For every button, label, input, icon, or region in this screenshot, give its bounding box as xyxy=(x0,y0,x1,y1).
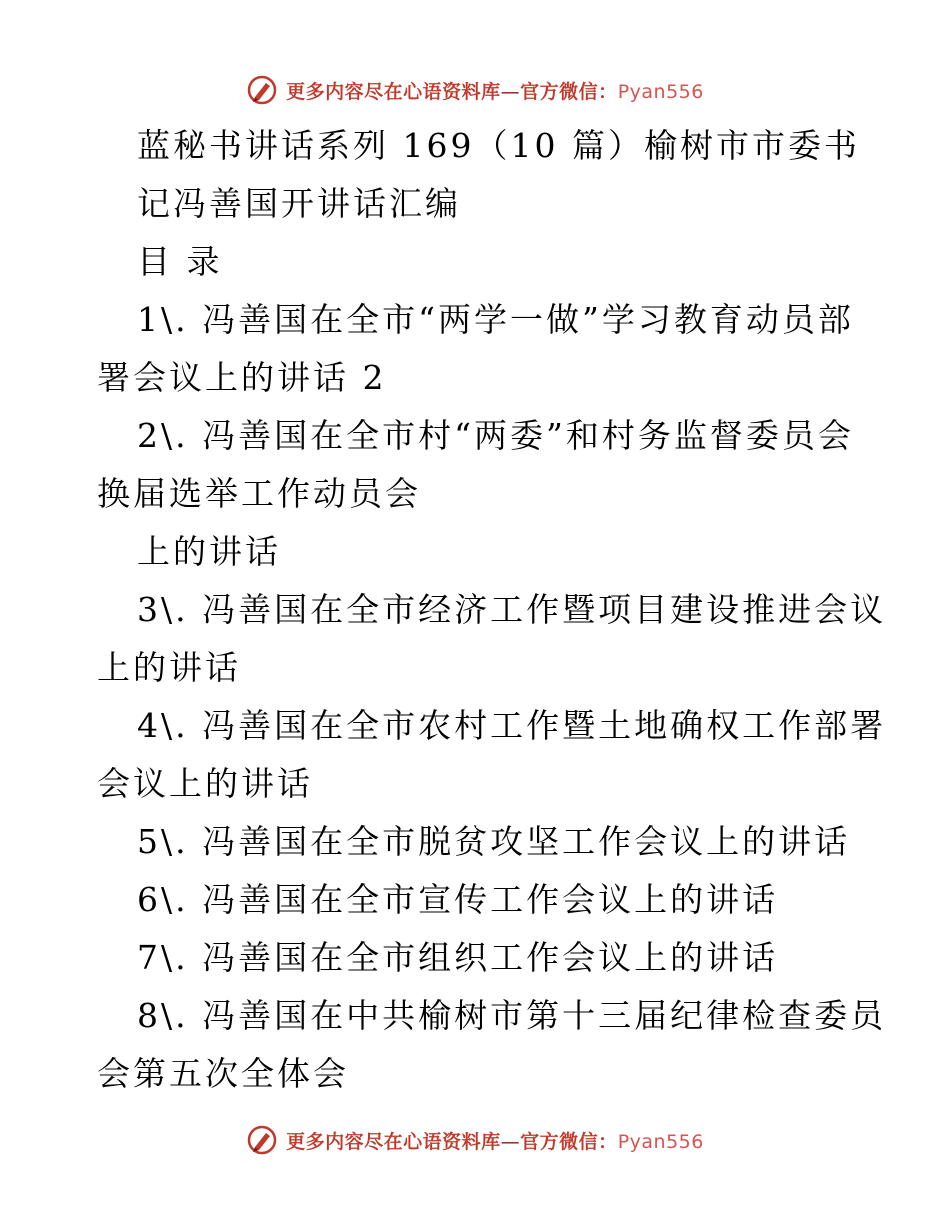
pen-logo-icon xyxy=(246,1124,278,1156)
document-body xyxy=(97,117,887,1103)
banner-site-name: 更多内容尽在心语资料库 xyxy=(286,1130,501,1153)
banner-separator: — xyxy=(500,1130,521,1153)
banner-site-name: 更多内容尽在心语资料库 xyxy=(286,80,501,103)
toc-entry-8-line-2: 会第五次全体会 xyxy=(97,1054,349,1093)
toc-entry-2-line-3: 上的讲话 xyxy=(137,532,281,571)
header-banner xyxy=(0,70,950,110)
toc-entry-2-line-1: 2\. 冯善国在全市村“两委”和村务监督委员会 xyxy=(137,416,854,455)
toc-entry-7: 7\. 冯善国在全市组织工作会议上的讲话 xyxy=(137,938,779,977)
document-title-line-2: 记冯善国开讲话汇编 xyxy=(137,184,461,223)
toc-entry-6: 6\. 冯善国在全市宣传工作会议上的讲话 xyxy=(137,880,779,919)
toc-entry-8-line-1: 8\. 冯善国在中共榆树市第十三届纪律检查委员 xyxy=(137,996,887,1035)
toc-entry-5: 5\. 冯善国在全市脱贫攻坚工作会议上的讲话 xyxy=(137,822,851,861)
toc-entry-3-line-2: 上的讲话 xyxy=(97,648,241,687)
toc-entry-1-line-1: 1\. 冯善国在全市“两学一做”学习教育动员部 xyxy=(137,300,854,339)
toc-entry-4-line-2: 会议上的讲话 xyxy=(97,764,313,803)
footer-banner xyxy=(0,1120,950,1160)
banner-account: Pyan556 xyxy=(617,80,704,103)
toc-entry-4-line-1: 4\. 冯善国在全市农村工作暨土地确权工作部署 xyxy=(137,706,887,745)
banner-wechat-label: 官方微信： xyxy=(520,1130,618,1153)
toc-entry-1-line-2: 署会议上的讲话 2 xyxy=(97,358,387,397)
banner-account: Pyan556 xyxy=(617,1130,704,1153)
toc-entry-3-line-1: 3\. 冯善国在全市经济工作暨项目建设推进会议 xyxy=(137,590,887,629)
banner-separator: — xyxy=(500,80,521,103)
banner-wechat-label: 官方微信： xyxy=(520,80,618,103)
toc-entry-2-line-2: 换届选举工作动员会 xyxy=(97,474,421,513)
banner-text xyxy=(286,1127,704,1154)
toc-heading: 目 录 xyxy=(137,242,223,281)
pen-logo-icon xyxy=(246,74,278,106)
document-title-line-1: 蓝秘书讲话系列 169（10 篇）榆树市市委书 xyxy=(137,126,860,165)
banner-text xyxy=(286,77,704,104)
